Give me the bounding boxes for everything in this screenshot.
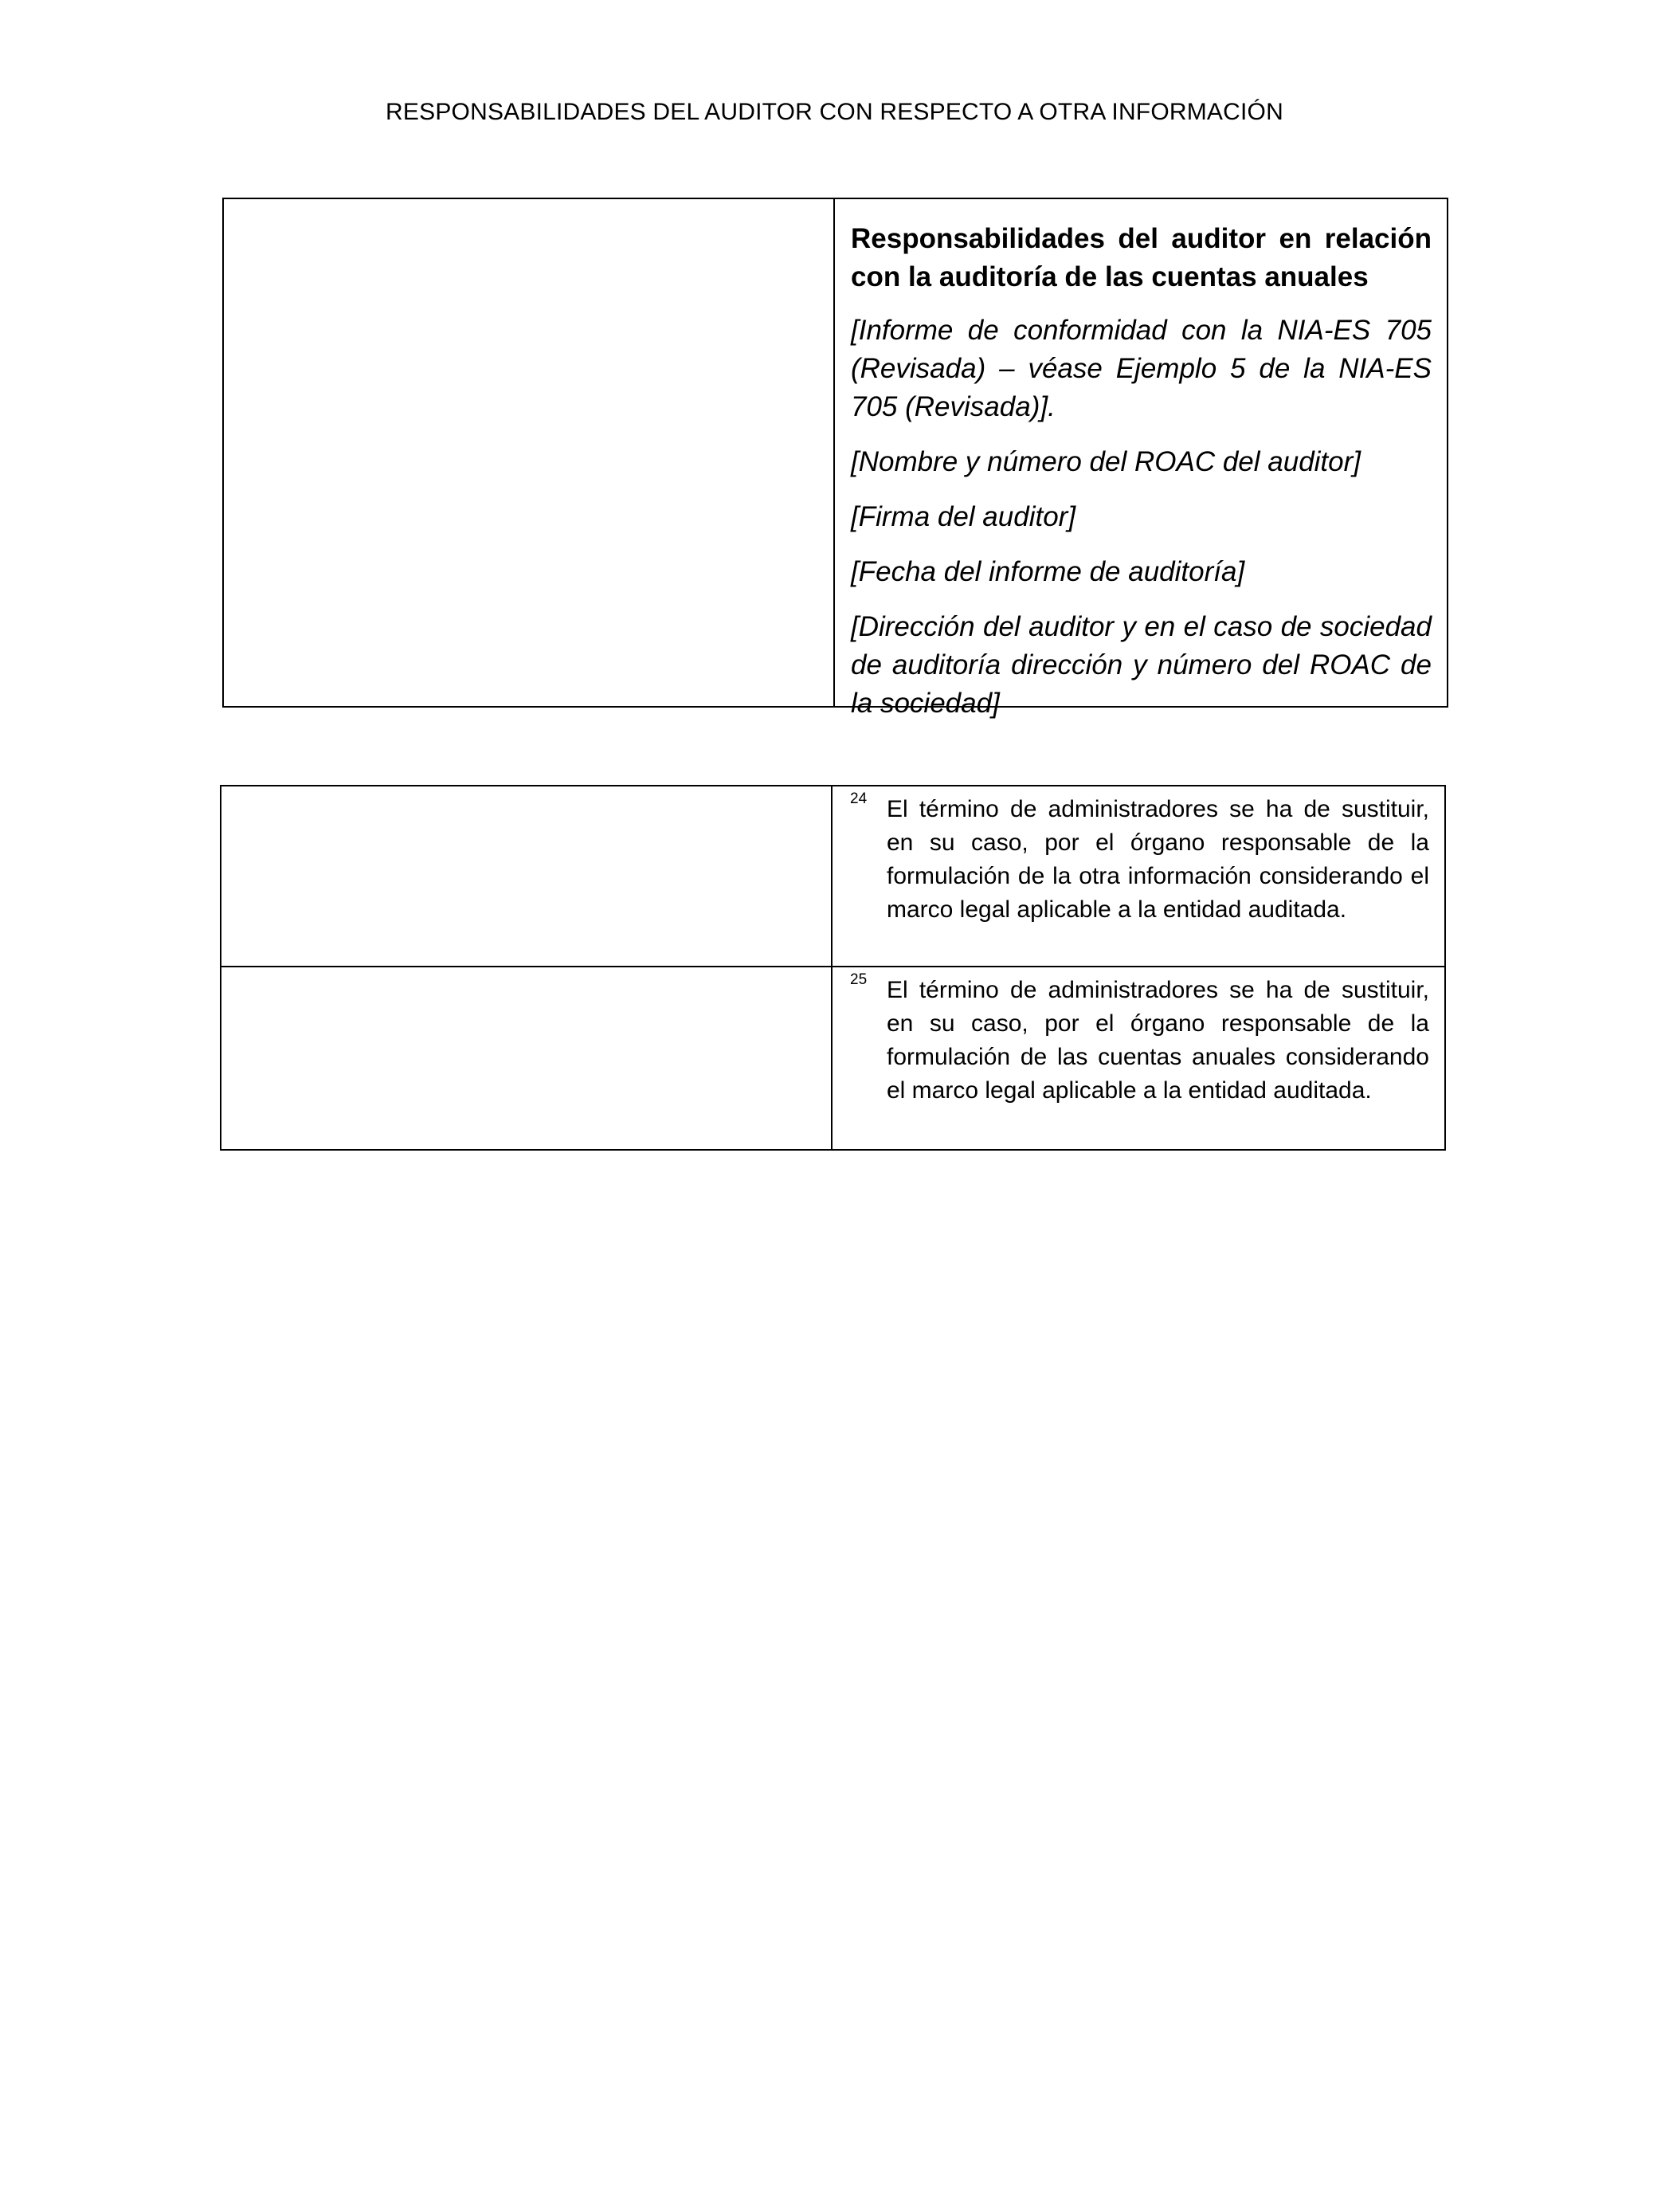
table-row xyxy=(221,967,1445,1150)
report-table xyxy=(222,198,1448,719)
empty-left-cell xyxy=(223,198,834,707)
footnote-number: 25 xyxy=(850,971,868,988)
footnote-text: El término de administradores se ha de sustituir, en su caso, por el órgano responsable de la formulación de la otra información considerando el marco legal aplicable a la entidad auditada. xyxy=(887,796,1429,923)
auditor-address-placeholder: [Dirección del auditor y en el caso de sociedad de auditoría dirección y número del ROAC de la sociedad] xyxy=(851,611,1432,719)
footnotes-table xyxy=(220,785,1446,1151)
footnote-text: El término de administradores se ha de sustituir, en su caso, por el órgano responsable de la formulación de las cuentas anuales considerando el marco legal aplicable a la entidad auditada. xyxy=(887,977,1429,1104)
empty-left-cell xyxy=(221,967,832,1150)
table-row xyxy=(223,198,1448,707)
auditor-name-placeholder: [Nombre y número del ROAC del auditor] xyxy=(851,446,1361,477)
footnote-cell xyxy=(832,786,1445,967)
auditor-signature-placeholder: [Firma del auditor] xyxy=(851,501,1076,532)
footnote-cell xyxy=(832,967,1445,1150)
section-heading: Responsabilidades del auditor en relación con la auditoría de las cuentas anuales xyxy=(851,223,1432,292)
page-header: RESPONSABILIDADES DEL AUDITOR CON RESPECTO A OTRA INFORMACIÓN xyxy=(386,99,1283,125)
empty-left-cell xyxy=(221,786,832,967)
report-date-placeholder: [Fecha del informe de auditoría] xyxy=(851,556,1245,587)
table-row xyxy=(221,786,1445,967)
report-content-cell xyxy=(834,198,1448,719)
footnote-number: 24 xyxy=(850,790,868,807)
report-conformity-note: [Informe de conformidad con la NIA-ES 705 (Revisada) – véase Ejemplo 5 de la NIA-ES 705 (Revisada)]. xyxy=(851,315,1432,422)
